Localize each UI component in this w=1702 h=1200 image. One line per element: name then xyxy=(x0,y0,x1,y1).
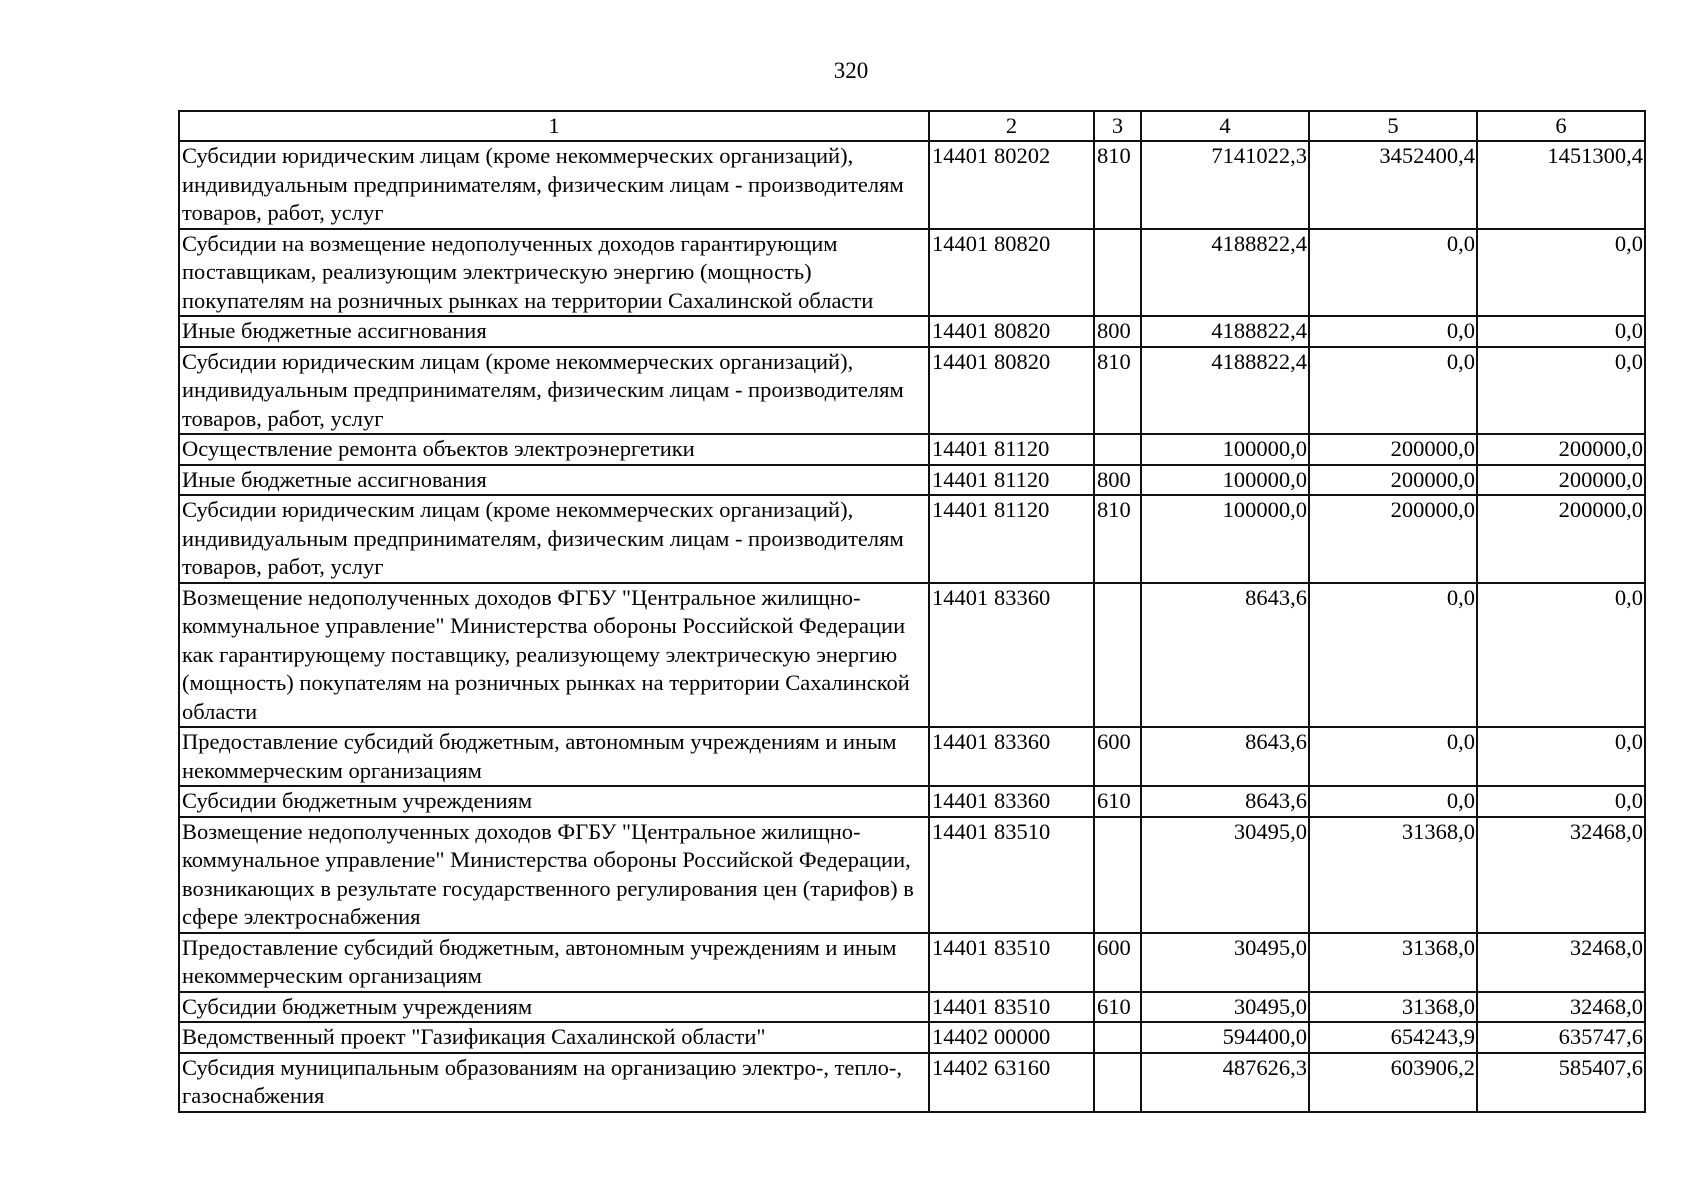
row-code xyxy=(929,229,1094,317)
row-value-6: 200000,0 xyxy=(1477,495,1645,583)
row-expense-group: 800 xyxy=(1094,316,1141,347)
row-value-5: 0,0 xyxy=(1309,347,1477,435)
row-code xyxy=(929,992,1094,1023)
row-value-6: 32468,0 xyxy=(1477,992,1645,1023)
row-value-5: 603906,2 xyxy=(1309,1053,1477,1112)
row-value-5: 0,0 xyxy=(1309,316,1477,347)
row-code-program: 14401 xyxy=(932,436,989,461)
row-value-4: 4188822,4 xyxy=(1141,316,1309,347)
row-value-5: 654243,9 xyxy=(1309,1022,1477,1053)
row-code-direction: 00000 xyxy=(994,1024,1051,1049)
row-code-program: 14402 xyxy=(932,1054,989,1080)
table-row xyxy=(179,229,1645,317)
row-expense-group xyxy=(1094,583,1141,728)
row-name: Субсидия муниципальным образованиям на организацию электро-, тепло-, газоснабжения xyxy=(179,1053,929,1112)
row-code-program: 14401 xyxy=(932,318,989,343)
row-code-direction: 83510 xyxy=(994,993,1051,1019)
row-code-direction: 81120 xyxy=(994,436,1050,461)
row-value-5: 200000,0 xyxy=(1309,495,1477,583)
row-name: Предоставление субсидий бюджетным, автономным учреждениям и иным некоммерческим организациям xyxy=(179,727,929,786)
row-code-direction: 83510 xyxy=(994,934,1051,960)
page-number: 320 xyxy=(833,58,869,83)
row-code-program: 14401 xyxy=(932,497,989,522)
row-code xyxy=(929,434,1094,465)
row-value-6: 0,0 xyxy=(1477,786,1645,817)
table-row xyxy=(179,495,1645,583)
header-col-3: 3 xyxy=(1094,111,1141,141)
row-code-direction: 80202 xyxy=(994,143,1051,168)
row-expense-group xyxy=(1094,817,1141,933)
row-code xyxy=(929,141,1094,229)
row-code-direction: 80820 xyxy=(994,348,1051,374)
row-code-direction: 63160 xyxy=(994,1054,1051,1080)
row-value-5: 0,0 xyxy=(1309,786,1477,817)
row-code xyxy=(929,347,1094,435)
row-value-4: 4188822,4 xyxy=(1141,229,1309,317)
table-row xyxy=(179,316,1645,347)
row-value-6: 32468,0 xyxy=(1477,817,1645,933)
row-value-5: 31368,0 xyxy=(1309,992,1477,1023)
row-name: Возмещение недополученных доходов ФГБУ "Центральное жилищно-коммунальное управление" Министерства обороны Российской Федерации, возникающих в результате государственного регулирования цен (тарифов) в сфере электроснабжения xyxy=(179,817,929,933)
row-code-program: 14401 xyxy=(932,348,989,374)
table-row xyxy=(179,817,1645,933)
row-code-program: 14402 xyxy=(932,1024,989,1049)
row-expense-group: 810 xyxy=(1094,495,1141,583)
row-value-5: 0,0 xyxy=(1309,229,1477,317)
row-name: Иные бюджетные ассигнования xyxy=(179,316,929,347)
row-code xyxy=(929,583,1094,728)
table-row xyxy=(179,1053,1645,1112)
row-code-program: 14401 xyxy=(932,993,989,1019)
row-name: Субсидии бюджетным учреждениям xyxy=(179,992,929,1023)
row-code xyxy=(929,465,1094,496)
row-code-program: 14401 xyxy=(932,466,989,492)
row-value-6: 200000,0 xyxy=(1477,434,1645,465)
row-expense-group xyxy=(1094,229,1141,317)
row-value-6: 0,0 xyxy=(1477,229,1645,317)
row-name: Ведомственный проект "Газификация Сахалинской области" xyxy=(179,1022,929,1053)
row-value-5: 200000,0 xyxy=(1309,465,1477,496)
table-row xyxy=(179,141,1645,229)
row-expense-group: 600 xyxy=(1094,933,1141,992)
row-name: Субсидии юридическим лицам (кроме некоммерческих организаций), индивидуальным предпринимателям, физическим лицам - производителям товаров, работ, услуг xyxy=(179,141,929,229)
row-code-direction: 83360 xyxy=(994,788,1051,813)
row-value-6: 0,0 xyxy=(1477,727,1645,786)
row-value-5: 0,0 xyxy=(1309,727,1477,786)
row-code xyxy=(929,1053,1094,1112)
row-expense-group xyxy=(1094,1022,1141,1053)
row-value-4: 100000,0 xyxy=(1141,434,1309,465)
row-code-program: 14401 xyxy=(932,230,989,256)
row-value-4: 8643,6 xyxy=(1141,786,1309,817)
row-code xyxy=(929,316,1094,347)
header-col-1: 1 xyxy=(179,111,929,141)
row-code xyxy=(929,727,1094,786)
row-code xyxy=(929,1022,1094,1053)
row-value-4: 8643,6 xyxy=(1141,583,1309,728)
row-value-4: 100000,0 xyxy=(1141,465,1309,496)
row-value-4: 8643,6 xyxy=(1141,727,1309,786)
row-name: Предоставление субсидий бюджетным, автономным учреждениям и иным некоммерческим организациям xyxy=(179,933,929,992)
table-row xyxy=(179,992,1645,1023)
table-header-row xyxy=(179,111,1645,141)
row-code-direction: 83510 xyxy=(994,818,1051,844)
row-code-program: 14401 xyxy=(932,934,989,960)
row-code-program: 14401 xyxy=(932,788,989,813)
row-name: Осуществление ремонта объектов электроэнергетики xyxy=(179,434,929,465)
table-row xyxy=(179,465,1645,496)
row-code-direction: 83360 xyxy=(994,584,1051,610)
row-value-4: 7141022,3 xyxy=(1141,141,1309,229)
row-expense-group xyxy=(1094,434,1141,465)
row-value-6: 32468,0 xyxy=(1477,933,1645,992)
row-code-direction: 81120 xyxy=(994,466,1050,492)
row-code xyxy=(929,817,1094,933)
row-name: Субсидии бюджетным учреждениям xyxy=(179,786,929,817)
row-expense-group: 610 xyxy=(1094,992,1141,1023)
row-expense-group: 810 xyxy=(1094,141,1141,229)
row-value-6: 635747,6 xyxy=(1477,1022,1645,1053)
row-code-direction: 83360 xyxy=(994,729,1051,754)
row-name: Иные бюджетные ассигнования xyxy=(179,465,929,496)
row-value-4: 30495,0 xyxy=(1141,992,1309,1023)
table-row xyxy=(179,727,1645,786)
row-value-5: 31368,0 xyxy=(1309,817,1477,933)
row-value-6: 0,0 xyxy=(1477,316,1645,347)
row-value-6: 200000,0 xyxy=(1477,465,1645,496)
row-value-4: 100000,0 xyxy=(1141,495,1309,583)
row-value-5: 200000,0 xyxy=(1309,434,1477,465)
row-code-program: 14401 xyxy=(932,143,989,168)
row-name: Субсидии юридическим лицам (кроме некоммерческих организаций), индивидуальным предпринимателям, физическим лицам - производителям товаров, работ, услуг xyxy=(179,347,929,435)
budget-table xyxy=(178,110,1646,1113)
row-code-direction: 80820 xyxy=(994,230,1051,256)
table-row xyxy=(179,347,1645,435)
row-code-direction: 81120 xyxy=(994,497,1050,522)
row-value-6: 1451300,4 xyxy=(1477,141,1645,229)
row-name: Возмещение недополученных доходов ФГБУ "Центральное жилищно-коммунальное управление" Министерства обороны Российской Федерации как гарантирующему поставщику, реализующему электрическую энергию (мощность) покупателям на розничных рынках на территории Сахалинской области xyxy=(179,583,929,728)
row-expense-group: 610 xyxy=(1094,786,1141,817)
row-code xyxy=(929,933,1094,992)
row-value-4: 487626,3 xyxy=(1141,1053,1309,1112)
row-value-6: 0,0 xyxy=(1477,347,1645,435)
row-code xyxy=(929,786,1094,817)
row-value-4: 30495,0 xyxy=(1141,933,1309,992)
table-row xyxy=(179,583,1645,728)
row-value-4: 30495,0 xyxy=(1141,817,1309,933)
header-col-2: 2 xyxy=(929,111,1094,141)
row-name: Субсидии на возмещение недополученных доходов гарантирующим поставщикам, реализующим электрическую энергию (мощность) покупателям на розничных рынках на территории Сахалинской области xyxy=(179,229,929,317)
header-col-6: 6 xyxy=(1477,111,1645,141)
row-expense-group: 800 xyxy=(1094,465,1141,496)
row-expense-group: 810 xyxy=(1094,347,1141,435)
row-code-direction: 80820 xyxy=(994,318,1051,343)
table-row xyxy=(179,933,1645,992)
table-row xyxy=(179,1022,1645,1053)
row-name: Субсидии юридическим лицам (кроме некоммерческих организаций), индивидуальным предпринимателям, физическим лицам - производителям товаров, работ, услуг xyxy=(179,495,929,583)
row-value-4: 594400,0 xyxy=(1141,1022,1309,1053)
row-code xyxy=(929,495,1094,583)
row-value-5: 0,0 xyxy=(1309,583,1477,728)
row-value-4: 4188822,4 xyxy=(1141,347,1309,435)
header-col-5: 5 xyxy=(1309,111,1477,141)
row-value-5: 31368,0 xyxy=(1309,933,1477,992)
row-code-program: 14401 xyxy=(932,818,989,844)
table-body xyxy=(179,141,1645,1112)
header-col-4: 4 xyxy=(1141,111,1309,141)
table-row xyxy=(179,786,1645,817)
row-expense-group xyxy=(1094,1053,1141,1112)
row-value-6: 585407,6 xyxy=(1477,1053,1645,1112)
row-value-5: 3452400,4 xyxy=(1309,141,1477,229)
row-value-6: 0,0 xyxy=(1477,583,1645,728)
row-code-program: 14401 xyxy=(932,584,989,610)
row-expense-group: 600 xyxy=(1094,727,1141,786)
row-code-program: 14401 xyxy=(932,729,989,754)
table-row xyxy=(179,434,1645,465)
